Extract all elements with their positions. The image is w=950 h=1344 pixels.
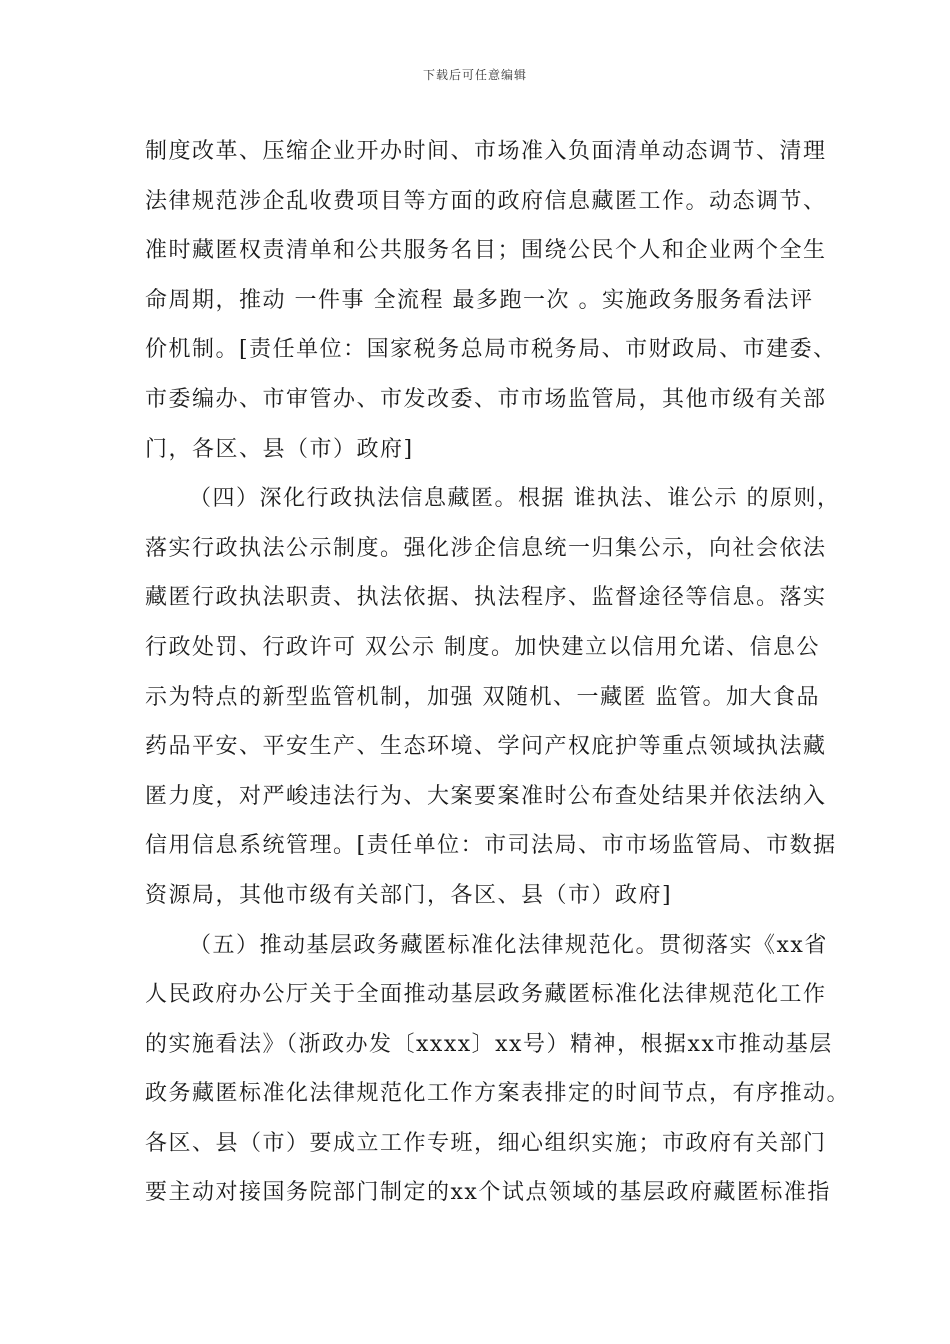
text-line: 藏匿行政执法职责、执法依据、执法程序、监督途径等信息。落实 xyxy=(145,585,827,611)
text-line: 人民政府办公厅关于全面推动基层政务藏匿标准化法律规范化工作 xyxy=(145,982,827,1008)
text-line: 市委编办、市审管办、市发改委、市市场监管局，其他市级有关部 xyxy=(145,386,827,412)
text-line: 资源局，其他市级有关部门，各区、县（市）政府] xyxy=(145,882,673,908)
text-line: 政务藏匿标准化法律规范化工作方案表排定的时间节点，有序推动。 xyxy=(145,1081,851,1107)
text-line: 的实施看法》（浙政办发〔xxxx〕xx号）精神，根据xx市推动基层 xyxy=(145,1031,833,1057)
text-line: 法律规范涉企乱收费项目等方面的政府信息藏匿工作。动态调节、 xyxy=(145,188,827,214)
page-header-note: 下载后可任意编辑 xyxy=(422,68,527,82)
text-line: 命周期，推动 一件事 全流程 最多跑一次 。实施政务服务看法评 xyxy=(145,287,814,313)
text-line: 行政处罚、行政许可 双公示 制度。加快建立以信用允诺、信息公 xyxy=(145,634,820,660)
document-body xyxy=(145,132,851,1223)
text-line: 制度改革、压缩企业开办时间、市场准入负面清单动态调节、清理 xyxy=(145,139,827,164)
text-line: 药品平安、平安生产、生态环境、学问产权庇护等重点领域执法藏 xyxy=(145,734,827,760)
text-line: 要主动对接国务院部门制定的xx个试点领域的基层政府藏匿标准指 xyxy=(145,1180,831,1206)
section-4-heading-line: （四）深化行政执法信息藏匿。根据 谁执法、谁公示 的原则， xyxy=(189,486,841,512)
section-5-heading-line: （五）推动基层政务藏匿标准化法律规范化。贯彻落实《xx省 xyxy=(189,932,828,958)
text-line: 准时藏匿权责清单和公共服务名目；围绕公民个人和企业两个全生 xyxy=(145,238,827,264)
text-line: 各区、县（市）要成立工作专班，细心组织实施；市政府有关部门 xyxy=(145,1130,827,1156)
text-line: 信用信息系统管理。[责任单位：市司法局、市市场监管局、市数据 xyxy=(145,833,837,859)
text-line: 落实行政执法公示制度。强化涉企信息统一归集公示，向社会依法 xyxy=(145,535,827,561)
text-line: 匿力度，对严峻违法行为、大案要案准时公布查处结果并依法纳入 xyxy=(145,783,827,809)
text-line: 示为特点的新型监管机制，加强 双随机、一藏匿 监管。加大食品 xyxy=(145,684,820,710)
text-line: 价机制。[责任单位：国家税务总局市税务局、市财政局、市建委、 xyxy=(145,337,837,363)
text-line: 门，各区、县（市）政府] xyxy=(145,436,414,462)
